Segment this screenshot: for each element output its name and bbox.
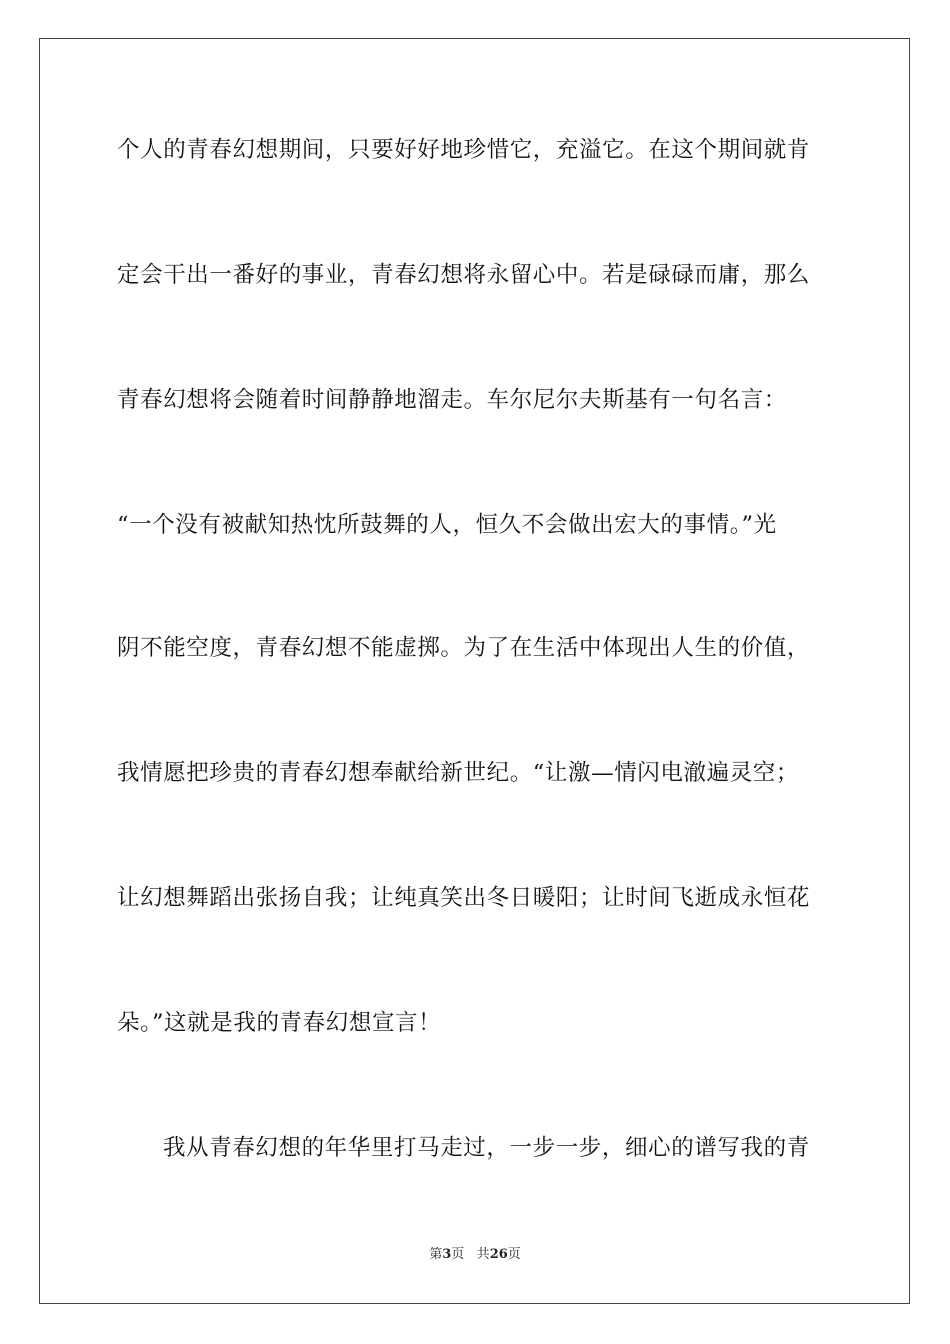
paragraph-start-line: 我从青春幻想的年华里打马走过，一步一步，细心的谱写我的青 xyxy=(163,1135,810,1161)
text-line-8: 朵。”这就是我的青春幻想宣言！ xyxy=(117,1010,442,1036)
footer-total-pages: 26 xyxy=(489,1247,508,1262)
footer-total-prefix: 共 xyxy=(476,1247,490,1262)
text-line-3: 青春幻想将会随着时间静静地溜走。车尔尼尔夫斯基有一句名言： xyxy=(117,387,787,413)
page-footer xyxy=(0,1247,950,1263)
text-line-7: 让幻想舞蹈出张扬自我；让纯真笑出冬日暖阳；让时间飞逝成永恒花 xyxy=(117,885,811,911)
footer-page-prefix: 第 xyxy=(429,1247,443,1262)
footer-total-suffix: 页 xyxy=(507,1247,521,1262)
text-line-5: 阴不能空度，青春幻想不能虚掷。为了在生活中体现出人生的价值， xyxy=(117,635,811,661)
text-line-2: 定会干出一番好的事业，青春幻想将永留心中。若是碌碌而庸，那么 xyxy=(117,262,811,288)
footer-page-suffix: 页 xyxy=(451,1247,465,1262)
text-line-1: 个人的青春幻想期间，只要好好地珍惜它，充溢它。在这个期间就肯 xyxy=(117,137,811,163)
page-border xyxy=(39,38,910,1304)
text-line-6: 我情愿把珍贵的青春幻想奉献给新世纪。“让激—情闪电澈遍灵空； xyxy=(117,760,800,786)
footer-page-number: 3 xyxy=(442,1247,452,1262)
text-line-4: “一个没有被献知热忱所鼓舞的人，恒久不会做出宏大的事情。”光 xyxy=(117,512,777,538)
